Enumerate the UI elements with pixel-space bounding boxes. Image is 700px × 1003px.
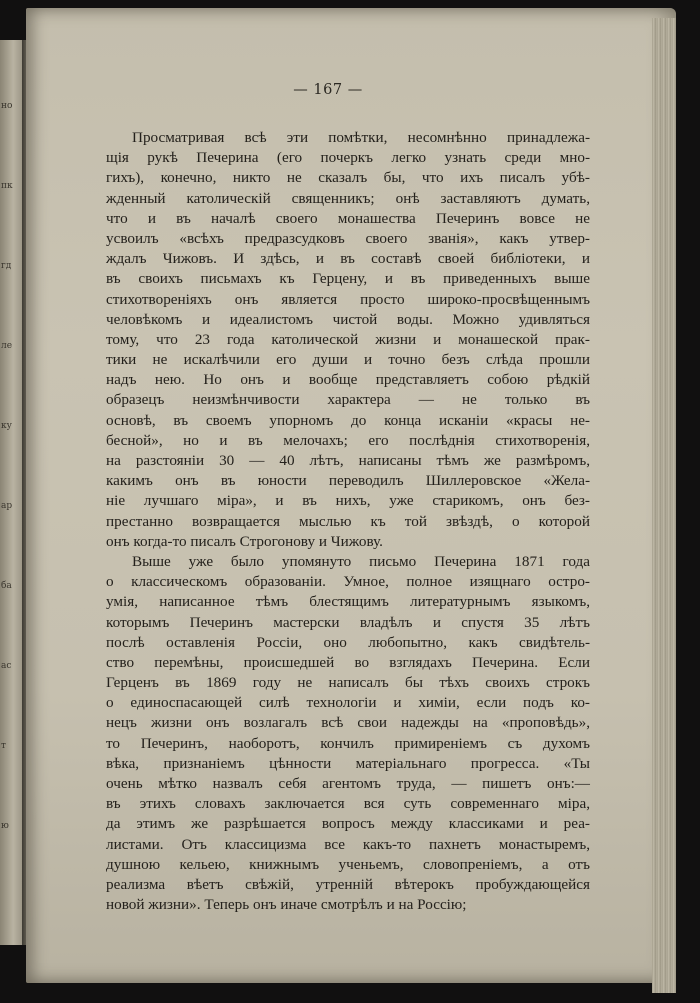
body-text [106, 128, 590, 915]
text-line: въ своихъ письмахъ къ Герцену, и въ приведенныхъ выше [106, 270, 590, 288]
text-line: Герценъ въ 1869 году не написалъ бы тѣхъ своихъ строкъ [106, 674, 590, 692]
previous-page-fragment: ар [1, 501, 13, 511]
text-line: что и въ началѣ своего монашества Печеринъ вовсе не [106, 209, 590, 227]
text-line: ніе лучшаго міра», и въ нихъ, уже старикомъ, онъ без- [106, 492, 590, 510]
previous-page-strip [0, 40, 22, 945]
text-line: стихотвореніяхъ онъ является просто широко-просвѣщеннымъ [106, 290, 590, 308]
text-line: бесной», но и въ мелочахъ; его послѣднія стихотворенія, [106, 431, 590, 449]
previous-page-fragment: гд [1, 261, 12, 271]
text-line: тому, что 23 года католической жизни и монашеской прак- [106, 330, 590, 348]
text-line: онъ когда-то писалъ Строгонову и Чижову. [106, 532, 383, 550]
text-line: образецъ неизмѣнчивости характера — не только въ [106, 391, 590, 409]
text-line: надъ нею. Но онъ и вообще представляетъ собою рѣдкій [106, 371, 590, 389]
text-line: основѣ, въ своемъ упорномъ до конца исканіи «красы не- [106, 411, 590, 429]
book-page [26, 8, 676, 983]
text-line: вѣка, признаніемъ цѣнности матеріальнаго прогресса. «Ты [106, 754, 590, 772]
previous-page-fragment: ку [1, 421, 12, 431]
previous-page-fragment: ю [1, 821, 9, 831]
text-line: въ этихъ словахъ заключается вся суть современнаго міра, [106, 795, 590, 813]
previous-page-fragment: т [1, 741, 6, 751]
previous-page-fragment: пк [1, 181, 13, 191]
text-line: ство перемѣны, происшедшей во взглядахъ Печерина. Если [106, 653, 590, 671]
text-line: то Печеринъ, наоборотъ, кончилъ примиреніемъ съ духомъ [106, 734, 590, 752]
text-line: нецъ жизни онъ возлагалъ всѣ свои надежды на «проповѣдь», [106, 714, 590, 732]
text-line: умія, написанное тѣмъ блестящимъ литературнымъ языкомъ, [106, 593, 590, 611]
text-line: новой жизни». Теперь онъ иначе смотрѣлъ и на Россію; [106, 896, 467, 914]
text-line: Выше уже было упомянуто письмо Печерина 1871 года [132, 552, 590, 570]
text-line: о классическомъ образованіи. Умное, полное изящнаго остро- [106, 573, 590, 591]
text-line: престанно возвращается мыслью къ той звѣздѣ, о которой [106, 512, 590, 530]
text-line: душною кельею, книжнымъ ученьемъ, словопреніемъ, а отъ [106, 855, 590, 873]
text-line: реализма вѣетъ свѣжій, утренній вѣтерокъ пробуждающейся [106, 875, 590, 893]
text-line: которымъ Печеринъ мастерски владѣлъ и спустя 35 лѣтъ [106, 613, 590, 631]
text-line: на разстояніи 30 — 40 лѣтъ, написаны тѣмъ же размѣромъ, [106, 452, 590, 469]
previous-page-fragment: но [1, 101, 13, 111]
text-line: послѣ оставленія Россіи, оно любопытно, какъ свидѣтель- [106, 633, 590, 651]
text-line: щія рукѣ Печерина (его почеркъ легко узнать среди мно- [106, 149, 590, 167]
text-line: Просматривая всѣ эти помѣтки, несомнѣнно принадлежа- [132, 129, 590, 146]
text-line: усвоилъ «всѣхъ предразсудковъ своего званія», какъ утвер- [106, 229, 590, 247]
text-line: жденный католическій священникъ; онѣ заставляютъ думать, [106, 189, 590, 207]
text-line: тики не искалѣчили его души и точно безъ слѣда прошли [106, 351, 590, 369]
text-line: очень мѣтко назвалъ себя агентомъ труда, — пишетъ онъ:— [106, 775, 590, 792]
previous-page-fragment: ба [1, 581, 12, 591]
previous-page-fragment: ле [1, 341, 13, 351]
previous-page-fragment: ас [1, 661, 12, 671]
page-edges [652, 18, 676, 993]
text-line: ждалъ Чижовъ. И здѣсь, и въ составѣ своей библіотеки, и [106, 250, 590, 268]
text-line: человѣкомъ и идеалистомъ чистой воды. Можно удивляться [106, 310, 590, 328]
page-number: — 167 — [293, 82, 363, 98]
text-line: какимъ онъ въ юности переводилъ Шиллеровское «Жела- [106, 472, 590, 490]
text-line: листами. Отъ классицизма все какъ-то пахнетъ монастыремъ, [106, 835, 590, 853]
text-line: гихъ), конечно, никто не сказалъ бы, что ихъ писалъ убѣ- [106, 169, 590, 187]
text-line: да этимъ же разрѣшается вопросъ между классиками и реа- [106, 815, 590, 833]
text-line: о единоспасающей силѣ технологіи и химіи, если подъ ко- [106, 694, 590, 712]
